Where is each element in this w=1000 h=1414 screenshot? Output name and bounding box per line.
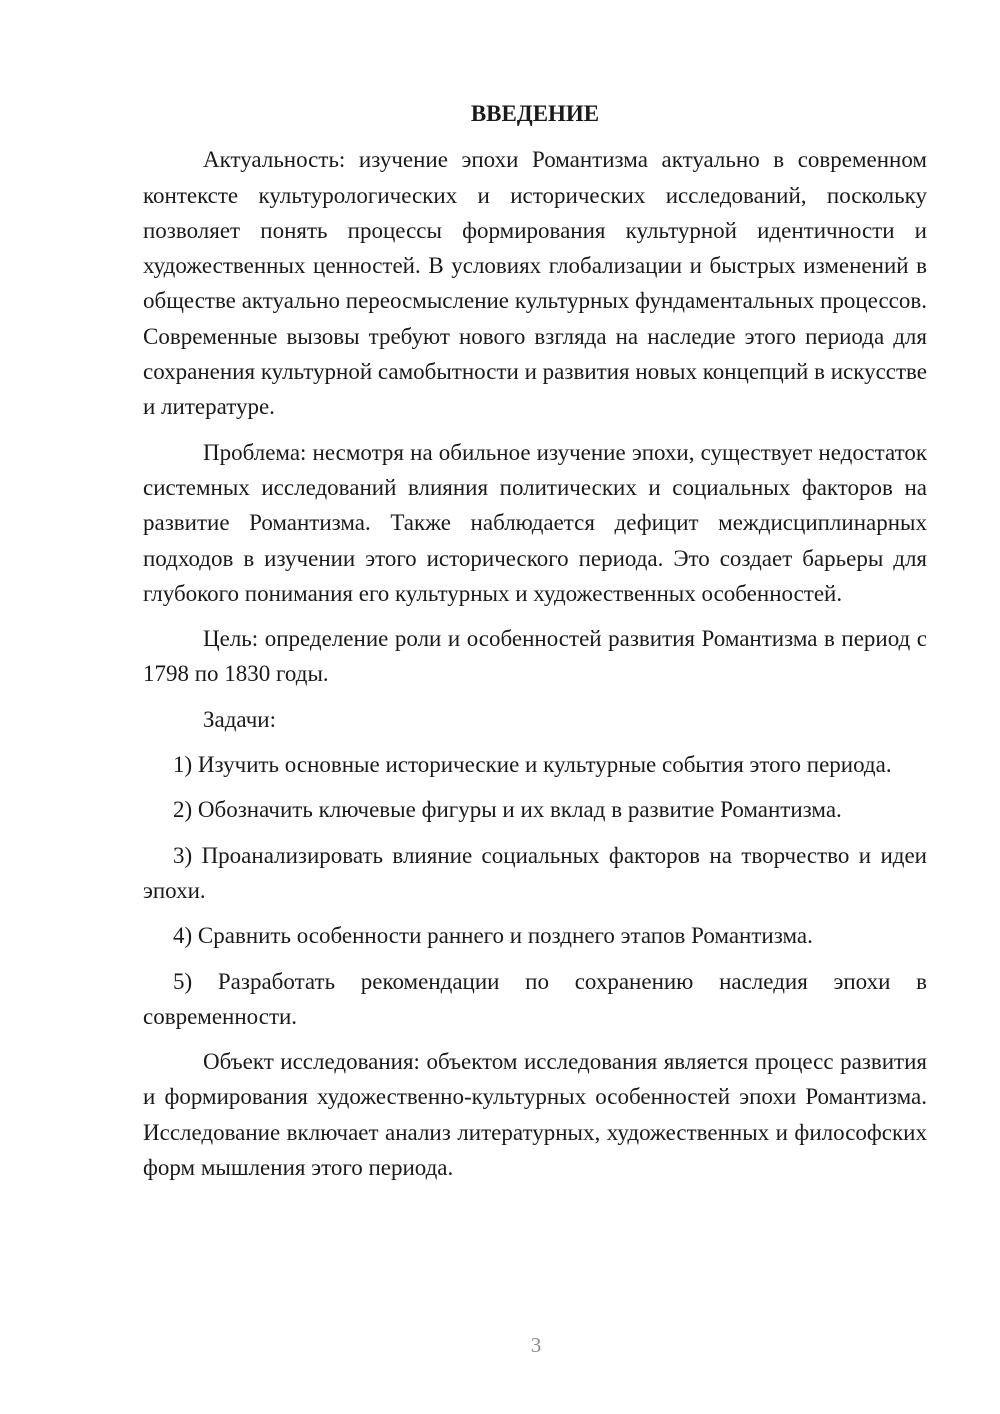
task-item-2: 2) Обозначить ключевые фигуры и их вклад в развитие Романтизма. bbox=[173, 797, 842, 823]
page-number: 3 bbox=[530, 1333, 542, 1357]
task-item-5: 5) Разработать рекомендации по сохранению наследия эпохи в современности. bbox=[143, 968, 927, 1029]
problem-paragraph: Проблема: несмотря на обильное изучение эпохи, существует недостаток системных исследований влияния политических и социальных факторов на развитие Романтизма. Также наблюдается дефицит междисциплинарных подходов в изучении этого исторического периода. Это создает барьеры для глубокого понимания его культурных и художественных особенностей. bbox=[143, 439, 927, 606]
document-body bbox=[143, 96, 927, 1195]
task-item-1: 1) Изучить основные исторические и культурные события этого периода. bbox=[173, 752, 892, 778]
relevance-paragraph: Актуальность: изучение эпохи Романтизма актуально в современном контексте культурологических и исторических исследований, поскольку позволяет понять процессы формирования культурной идентичности и художественных ценностей. В условиях глобализации и быстрых изменений в обществе актуально переосмысление культурных фундаментальных процессов. Современные вызовы требуют нового взгляда на наследие этого периода для сохранения культурной самобытности и развития новых концепций в искусстве и литературе. bbox=[143, 147, 927, 420]
task-item-4: 4) Сравнить особенности раннего и позднего этапов Романтизма. bbox=[173, 923, 813, 949]
task-item-3: 3) Проанализировать влияние социальных факторов на творчество и идеи эпохи. bbox=[143, 842, 927, 903]
section-heading: ВВЕДЕНИЕ bbox=[470, 101, 600, 126]
object-paragraph: Объект исследования: объектом исследования является процесс развития и формирования художественно-культурных особенностей эпохи Романтизма. Исследование включает анализ литературных, художественных и философских форм мышления этого периода. bbox=[143, 1049, 927, 1181]
goal-paragraph: Цель: определение роли и особенностей развития Романтизма в период с 1798 по 1830 годы. bbox=[143, 626, 927, 687]
tasks-label: Задачи: bbox=[203, 706, 276, 732]
